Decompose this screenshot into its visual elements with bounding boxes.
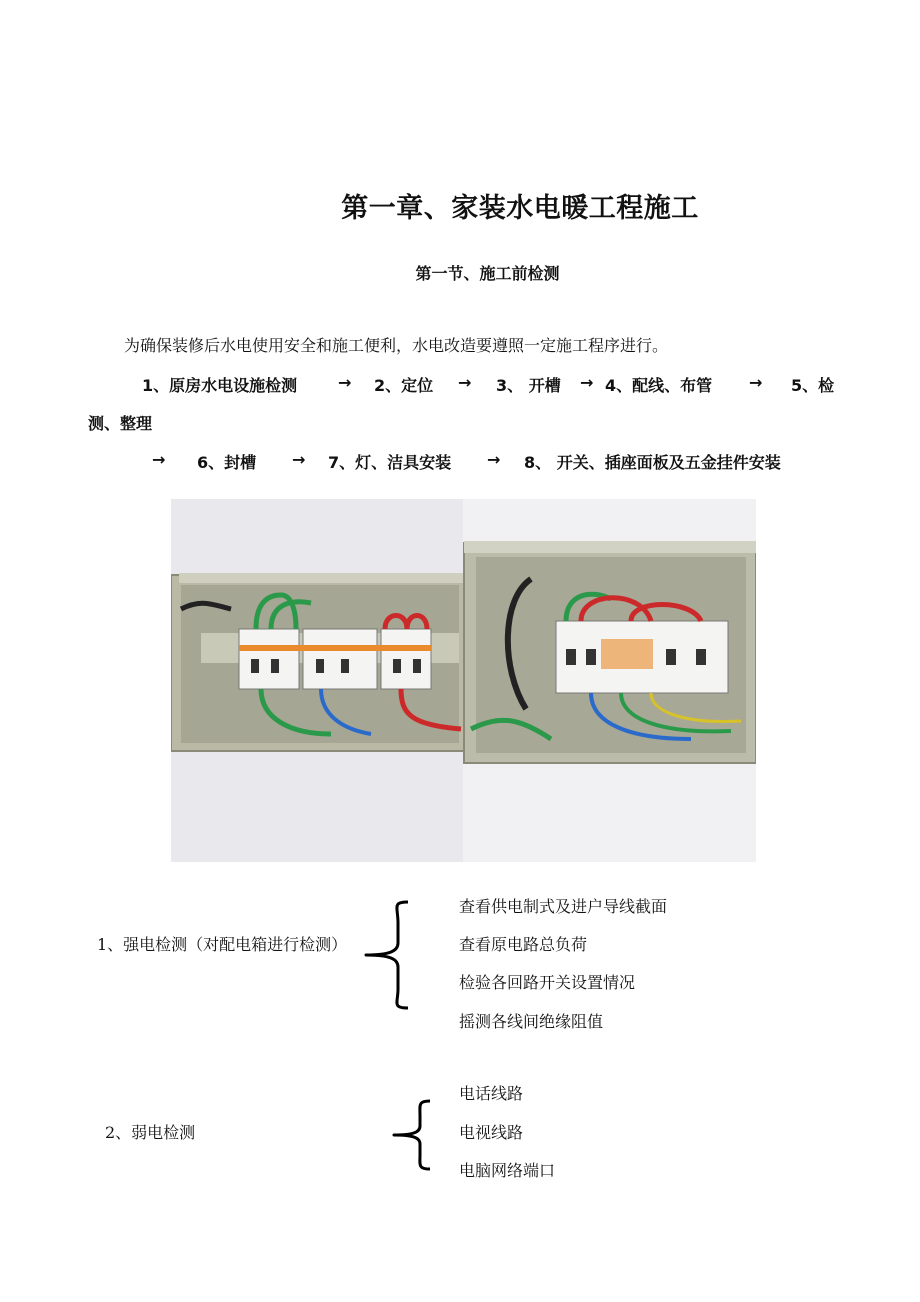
arrow-icon: →	[580, 373, 594, 392]
step-6: 6、封槽	[197, 453, 257, 472]
arrow-icon: →	[487, 450, 501, 469]
process-line-1	[0, 373, 920, 397]
strong-current-check-label: 1、强电检测（对配电箱进行检测）	[97, 935, 348, 954]
strong-check-item: 查看原电路总负荷	[459, 935, 588, 954]
arrow-icon: →	[292, 450, 306, 469]
left-brace-icon	[362, 899, 410, 1011]
step-1: 1、原房水电设施检测	[142, 376, 298, 395]
step-5: 5、检	[791, 376, 835, 395]
weak-check-item: 电脑网络端口	[459, 1161, 556, 1180]
arrow-icon: →	[338, 373, 352, 392]
distribution-box-photo	[171, 499, 756, 862]
strong-check-item: 摇测各线间绝缘阻值	[459, 1012, 604, 1031]
step-7: 7、灯、洁具安装	[328, 453, 452, 472]
step-2: 2、定位	[374, 376, 434, 395]
chapter-title: 第一章、家装水电暖工程施工	[341, 193, 699, 224]
step-3: 3、 开槽	[496, 376, 561, 395]
section-title: 第一节、施工前检测	[415, 264, 560, 283]
arrow-icon: →	[458, 373, 472, 392]
strong-check-item: 检验各回路开关设置情况	[459, 973, 636, 992]
weak-check-item: 电视线路	[459, 1123, 524, 1142]
strong-check-item: 查看供电制式及进户导线截面	[459, 897, 668, 916]
step-8: 8、 开关、插座面板及五金挂件安装	[524, 453, 781, 472]
process-line-2	[0, 450, 920, 474]
weak-current-check-label: 2、弱电检测	[105, 1123, 196, 1142]
step-5-continued: 测、整理	[88, 414, 153, 433]
left-brace-icon	[390, 1098, 432, 1172]
weak-check-item: 电话线路	[459, 1084, 524, 1103]
arrow-icon: →	[749, 373, 763, 392]
intro-paragraph: 为确保装修后水电使用安全和施工便利，水电改造要遵照一定施工程序进行。	[124, 336, 669, 355]
arrow-icon: →	[152, 450, 166, 469]
step-4: 4、配线、布管	[605, 376, 713, 395]
